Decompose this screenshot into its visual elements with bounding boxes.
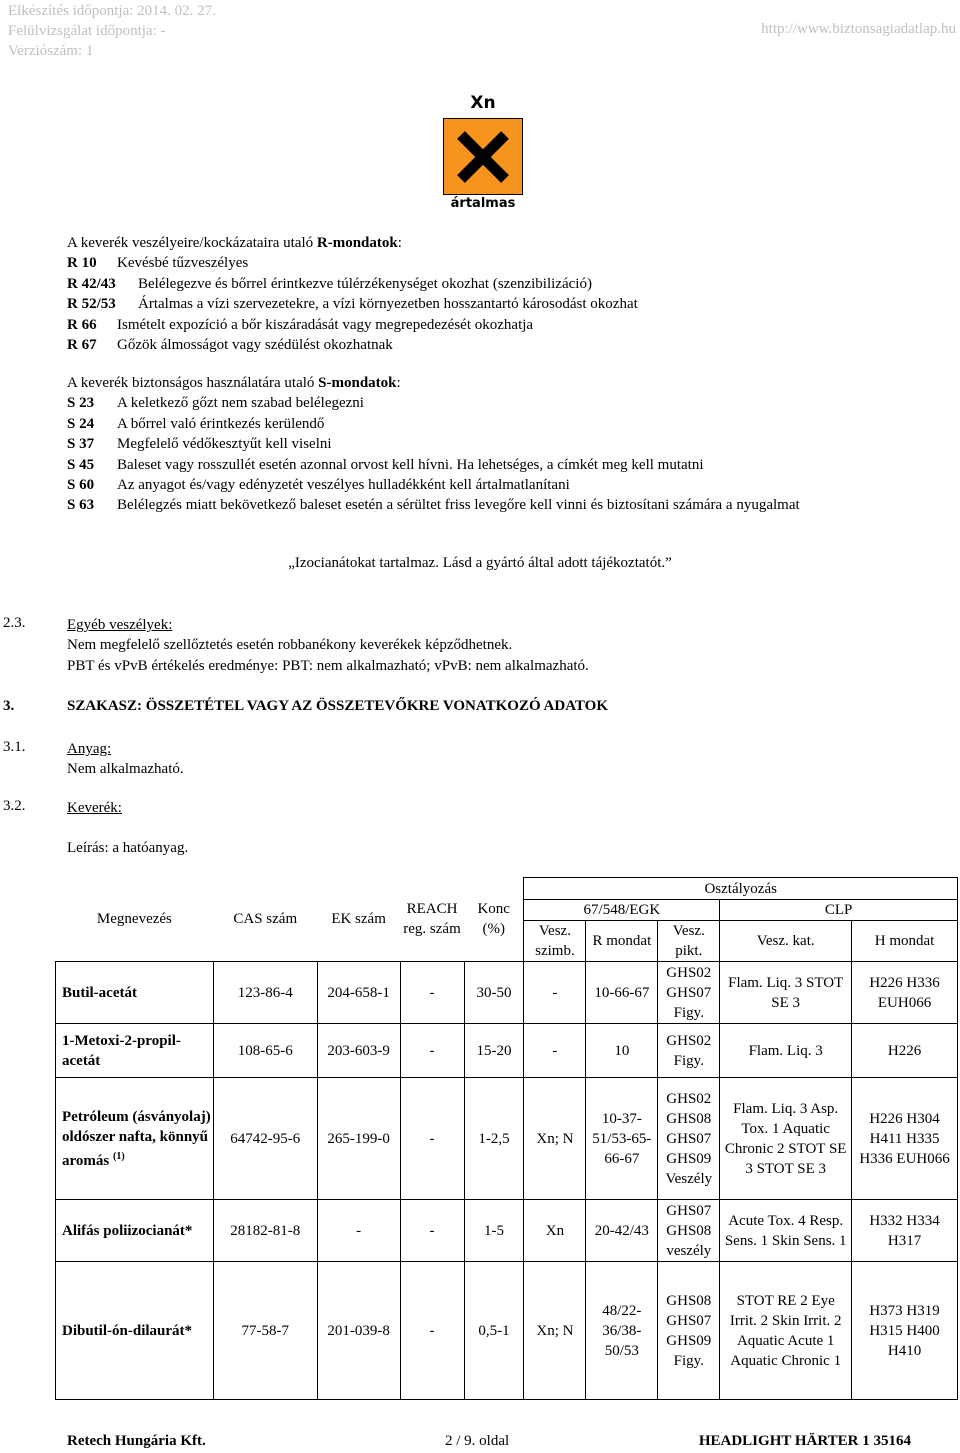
footer-product: HEADLIGHT HÄRTER 1 35164 <box>698 1433 911 1449</box>
header-ek: EK szám <box>331 911 386 928</box>
hazard-code: Xn <box>470 93 496 113</box>
header-clp: CLP <box>720 900 958 921</box>
cell-konc: 30-50 <box>464 962 524 1024</box>
revision-date: Felülvizsgálat időpontja: - <box>8 23 166 39</box>
cell-r-phrases: 10-66-67 <box>586 962 658 1024</box>
cell-hazard-category: STOT RE 2 Eye Irrit. 2 Skin Irrit. 2 Aquatic Acute 1 Aquatic Chronic 1 <box>720 1262 852 1400</box>
cell-r-phrases: 48/22-36/38-50/53 <box>586 1262 658 1400</box>
cell-konc: 15-20 <box>464 1024 524 1078</box>
cell-cas: 123-86-4 <box>213 962 317 1024</box>
header-konc: Konc (%) <box>477 901 510 938</box>
cell-h-phrases: H332 H334 H317 <box>852 1200 958 1262</box>
cell-name: Dibutil-ón-dilaurát* <box>56 1262 214 1400</box>
table-row <box>56 962 958 1024</box>
r-phrases-intro: A keverék veszélyeire/kockázataira utaló R-mondatok: <box>67 235 402 251</box>
header-vesz-szimb: Vesz. szimb. <box>524 921 586 962</box>
cell-r-phrases: 20-42/43 <box>586 1200 658 1262</box>
footer-page-number: 2 / 9. oldal <box>445 1433 510 1449</box>
cell-cas: 108-65-6 <box>213 1024 317 1078</box>
cell-hazard-category: Acute Tox. 4 Resp. Sens. 1 Skin Sens. 1 <box>720 1200 852 1262</box>
cell-reach: - <box>400 1024 464 1078</box>
header-h-mondat: H mondat <box>852 921 958 962</box>
cell-name: 1-Metoxi-2-propil-acetát <box>56 1024 214 1078</box>
header-dsd: 67/548/EGK <box>524 900 720 921</box>
cell-konc: 1-2,5 <box>464 1078 524 1200</box>
cell-reach: - <box>400 1078 464 1200</box>
section-title: Anyag: <box>67 741 112 757</box>
r-phrase: R 10 Kevésbé tűzveszélyes <box>67 255 249 272</box>
document-header <box>8 1 216 61</box>
cell-ek: 204-658-1 <box>317 962 400 1024</box>
header-name: Megnevezés <box>96 911 172 928</box>
cell-cas: 77-58-7 <box>213 1262 317 1400</box>
cell-h-phrases: H373 H319 H315 H400 H410 <box>852 1262 958 1400</box>
cell-konc: 0,5-1 <box>464 1262 524 1400</box>
cell-ek: 203-603-9 <box>317 1024 400 1078</box>
cell-cas: 28182-81-8 <box>213 1200 317 1262</box>
section-title: Keverék: <box>67 800 122 816</box>
s-phrase: S 45 Baleset vagy rosszullét esetén azonnal orvost kell hívni. Ha lehetséges, a címkét meg kell mutatni <box>67 456 704 473</box>
cell-hazard-category: Flam. Liq. 3 STOT SE 3 <box>720 962 852 1024</box>
header-url[interactable]: http://www.biztonsagiadatlap.hu <box>761 21 956 37</box>
cell-h-phrases: H226 H336 EUH066 <box>852 962 958 1024</box>
s-phrase: S 37 Megfelelő védőkesztyűt kell viselni <box>67 436 332 453</box>
cell-ek: 265-199-0 <box>317 1078 400 1200</box>
section-2-3 <box>67 615 589 676</box>
r-phrase: R 67 Gőzök álmosságot vagy szédülést okozhatnak <box>67 336 393 353</box>
cell-name: Butil-acetát <box>56 962 214 1024</box>
cell-cas: 64742-95-6 <box>213 1078 317 1200</box>
s-phrase: S 60 Az anyagot és/vagy edényzetét veszélyes hulladékként kell ártalmatlanítani <box>67 476 570 493</box>
x-cross-icon <box>452 127 514 187</box>
cell-symbol: - <box>524 1024 586 1078</box>
cell-symbol: - <box>524 962 586 1024</box>
cell-reach: - <box>400 1262 464 1400</box>
cell-name: Alifás poliizocianát* <box>56 1200 214 1262</box>
cell-symbol: Xn <box>524 1200 586 1262</box>
created-date: Elkészítés időpontja: 2014. 02. 27. <box>8 3 216 19</box>
header-vesz-pikt: Vesz. pikt. <box>658 921 720 962</box>
composition-table <box>55 877 958 1400</box>
cell-reach: - <box>400 962 464 1024</box>
hazard-label: ártalmas <box>450 196 516 211</box>
section-3-title: SZAKASZ: ÖSSZETÉTEL VAGY AZ ÖSSZETEVŐKRE VONATKOZÓ ADATOK <box>67 698 608 714</box>
section-text: Nem megfelelő szellőztetés esetén robbanékony keverékek képződhetnek. <box>67 637 513 654</box>
s-phrases-section <box>67 373 800 516</box>
cell-symbol: Xn; N <box>524 1262 586 1400</box>
header-vesz-kat: Vesz. kat. <box>720 921 852 962</box>
section-number: 3.1. <box>3 739 26 755</box>
r-phrase: R 42/43 Belélegezve és bőrrel érintkezve túlérzékenységet okozhat (szenzibilizáció) <box>67 275 592 292</box>
footer-company: Retech Hungária Kft. <box>67 1433 206 1449</box>
section-number: 2.3. <box>3 615 26 631</box>
section-text: Leírás: a hatóanyag. <box>67 840 189 857</box>
section-number: 3. <box>3 698 15 714</box>
section-3-1 <box>67 739 184 780</box>
s-phrase: S 63 Belélegzés miatt bekövetkező baleset esetén a sérültet friss levegőre kell vinni és biztosítani számára a nyugalmat <box>67 497 800 514</box>
r-phrases-section <box>67 233 638 355</box>
cell-name: Petróleum (ásványolaj) oldószer nafta, könnyű aromás $^{(1)}$ <box>56 1078 214 1200</box>
table-row <box>56 1200 958 1262</box>
cell-pictograms: GHS07 GHS08 veszély <box>658 1200 720 1262</box>
cell-ek: - <box>317 1200 400 1262</box>
s-phrase: S 23 A keletkező gőzt nem szabad belélegezni <box>67 395 364 412</box>
s-phrase: S 24 A bőrrel való érintkezés kerülendő <box>67 415 325 432</box>
header-cas: CAS szám <box>233 911 298 928</box>
cell-pictograms: GHS02 GHS08 GHS07 GHS09 Veszély <box>658 1078 720 1200</box>
cell-ek: 201-039-8 <box>317 1262 400 1400</box>
cell-reach: - <box>400 1200 464 1262</box>
section-text: Nem alkalmazható. <box>67 761 184 778</box>
cell-pictograms: GHS02 Figy. <box>658 1024 720 1078</box>
section-3-2 <box>67 798 188 859</box>
version-number: Verziószám: 1 <box>8 43 94 59</box>
s-phrases-intro: A keverék biztonságos használatára utaló S-mondatok: <box>67 375 401 391</box>
section-title: Egyéb veszélyek: <box>67 617 173 633</box>
cell-hazard-category: Flam. Liq. 3 <box>720 1024 852 1078</box>
header-r-mondat: R mondat <box>586 921 658 962</box>
section-text: PBT és vPvB értékelés eredménye: PBT: nem alkalmazható; vPvB: nem alkalmazható. <box>67 657 589 674</box>
r-phrase: R 52/53 Ártalmas a vízi szervezetekre, a vízi környezetben hosszantartó károsodást okozhat <box>67 296 638 313</box>
cell-konc: 1-5 <box>464 1200 524 1262</box>
cell-hazard-category: Flam. Liq. 3 Asp. Tox. 1 Aquatic Chronic 2 STOT SE 3 STOT SE 3 <box>720 1078 852 1200</box>
section-number: 3.2. <box>3 798 26 814</box>
cell-h-phrases: H226 H304 H411 H335 H336 EUH066 <box>852 1078 958 1200</box>
cell-symbol: Xn; N <box>524 1078 586 1200</box>
cell-pictograms: GHS02 GHS07 Figy. <box>658 962 720 1024</box>
hazard-symbol-box <box>443 118 523 195</box>
table-row <box>56 1078 958 1200</box>
table-row <box>56 1262 958 1400</box>
cell-r-phrases: 10-37-51/53-65-66-67 <box>586 1078 658 1200</box>
r-phrase: R 66 Ismételt expozíció a bőr kiszáradását vagy megrepedezését okozhatja <box>67 316 534 333</box>
table-row <box>56 1024 958 1078</box>
isocyanate-note: „Izocianátokat tartalmaz. Lásd a gyártó által adott tájékoztatót.” <box>288 555 672 571</box>
cell-pictograms: GHS08 GHS07 GHS09 Figy. <box>658 1262 720 1400</box>
header-classification: Osztályozás <box>524 878 958 900</box>
cell-r-phrases: 10 <box>586 1024 658 1078</box>
header-reach: REACH reg. szám <box>403 901 461 938</box>
hazard-pictogram <box>443 92 523 211</box>
cell-h-phrases: H226 <box>852 1024 958 1078</box>
